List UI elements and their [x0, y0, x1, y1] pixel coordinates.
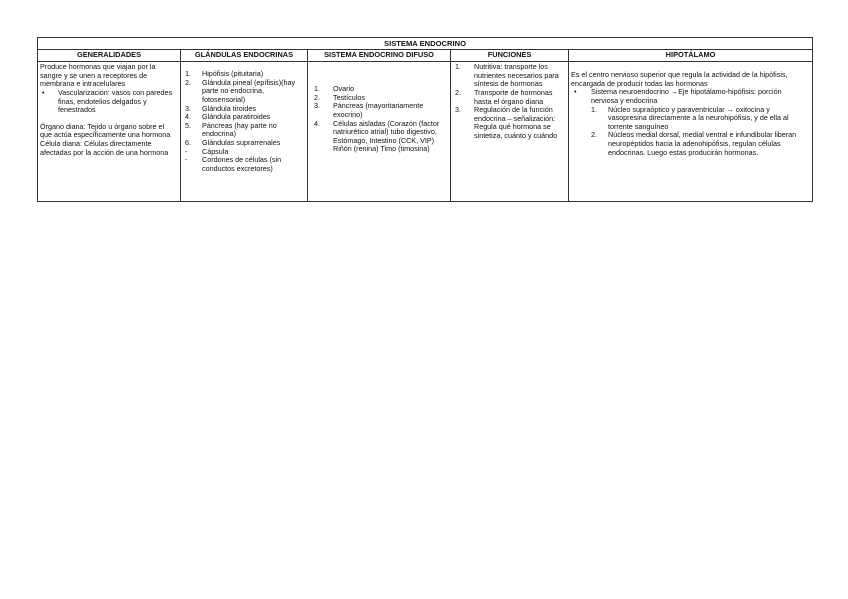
- list-item: 2. Glándula pineal (epífisis)(hay parte no endocrina, fotosensorial): [185, 77, 296, 104]
- list-item: 2. Transporte de hormonas hasta el órgano diana: [455, 87, 553, 106]
- header-funciones: FUNCIONES: [451, 50, 569, 62]
- list-item: 1. Nutritiva: transporte los nutrientes necesarios para síntesis de hormonas: [455, 61, 559, 89]
- hipotalamo-intro: Es el centro nervioso superior que regula la actividad de la hipófisis, encargada de producir todas las hormonas: [571, 69, 788, 88]
- list-item: 6. Glándulas suprarrenales: [185, 138, 281, 148]
- list-item: 1. Hipófisis (pituitaria): [185, 68, 264, 78]
- header-hipotalamo: HIPOTÁLAMO: [569, 50, 813, 62]
- list-item: 1. Ovario: [314, 83, 355, 93]
- list-item: 3. Regulación de la función endocrina – señalización: Regula qué hormona se sintetiza, cuánto y cuándo: [455, 105, 558, 141]
- generalidades-bullet: Vascularización: vasos con paredes finas, endotelios delgados y fenestrados: [58, 87, 173, 115]
- organo-diana: Órgano diana: Tejido u órgano sobre el que actúa específicamente una hormona: [40, 121, 171, 140]
- list-item: 4. Glándula paratiroides: [185, 112, 271, 122]
- celula-diana: Célula diana: Células directamente afectadas por la acción de una hormona: [40, 139, 169, 157]
- list-item: - Cordones de células (sin conductos excretores): [185, 155, 282, 174]
- list-item: • Sistema neuroendocrino →Eje hipotálamo-hipófisis: porción nerviosa y endocrina: [571, 88, 810, 105]
- header-glandulas: GLÁNDULAS ENDOCRINAS: [181, 50, 308, 62]
- list-item: - Cápsula: [185, 146, 229, 156]
- header-generalidades: GENERALIDADES: [38, 50, 181, 62]
- table-title: SISTEMA ENDOCRINO: [38, 38, 813, 50]
- cell-hipotalamo: [569, 61, 813, 201]
- cell-glandulas: [181, 61, 308, 201]
- list-item: 1. Núcleo supraóptico y paraventricular → oxitocina y vasopresina directamente a la neurohipófisis, y de ella al torrente sanguíneo: [591, 104, 789, 131]
- hipotalamo-bullet: Sistema neuroendocrino →Eje hipotálamo-hipófisis: porción nerviosa y endocrina: [591, 87, 782, 105]
- generalidades-intro: Produce hormonas que viajan por la sangre y se unen a receptores de membrana e intracelulares: [40, 61, 156, 89]
- cell-funciones: [451, 61, 569, 201]
- list-item: 3. Páncreas (mayoritariamente exocrino): [314, 101, 424, 119]
- endocrine-system-table: [37, 37, 813, 202]
- list-item: 3. Glándula tiroides: [185, 103, 256, 113]
- cell-generalidades: [38, 61, 181, 201]
- list-item: • Vascularización: vasos con paredes finas, endotelios delgados y fenestrados: [40, 89, 178, 115]
- list-item: 5. Páncreas (hay parte no endocrina): [185, 120, 277, 139]
- list-item: 2. Núcleos medial dorsal, medial ventral e infundibular liberan neuropéptidos hacia la adenohipófisis, regulan células endocrinas. Luego estas producirán hormonas.: [591, 130, 797, 157]
- header-difuso: SISTEMA ENDOCRINO DIFUSO: [308, 50, 451, 62]
- list-item: 2. Testículos: [314, 92, 365, 102]
- cell-difuso: [308, 61, 451, 201]
- list-item: 4. Células aisladas (Corazón (factor natriurético atrial) tubo digestivo, Estómago, Intestino (CCK, VIP) Riñón (renina) Timo (timosina): [314, 118, 440, 154]
